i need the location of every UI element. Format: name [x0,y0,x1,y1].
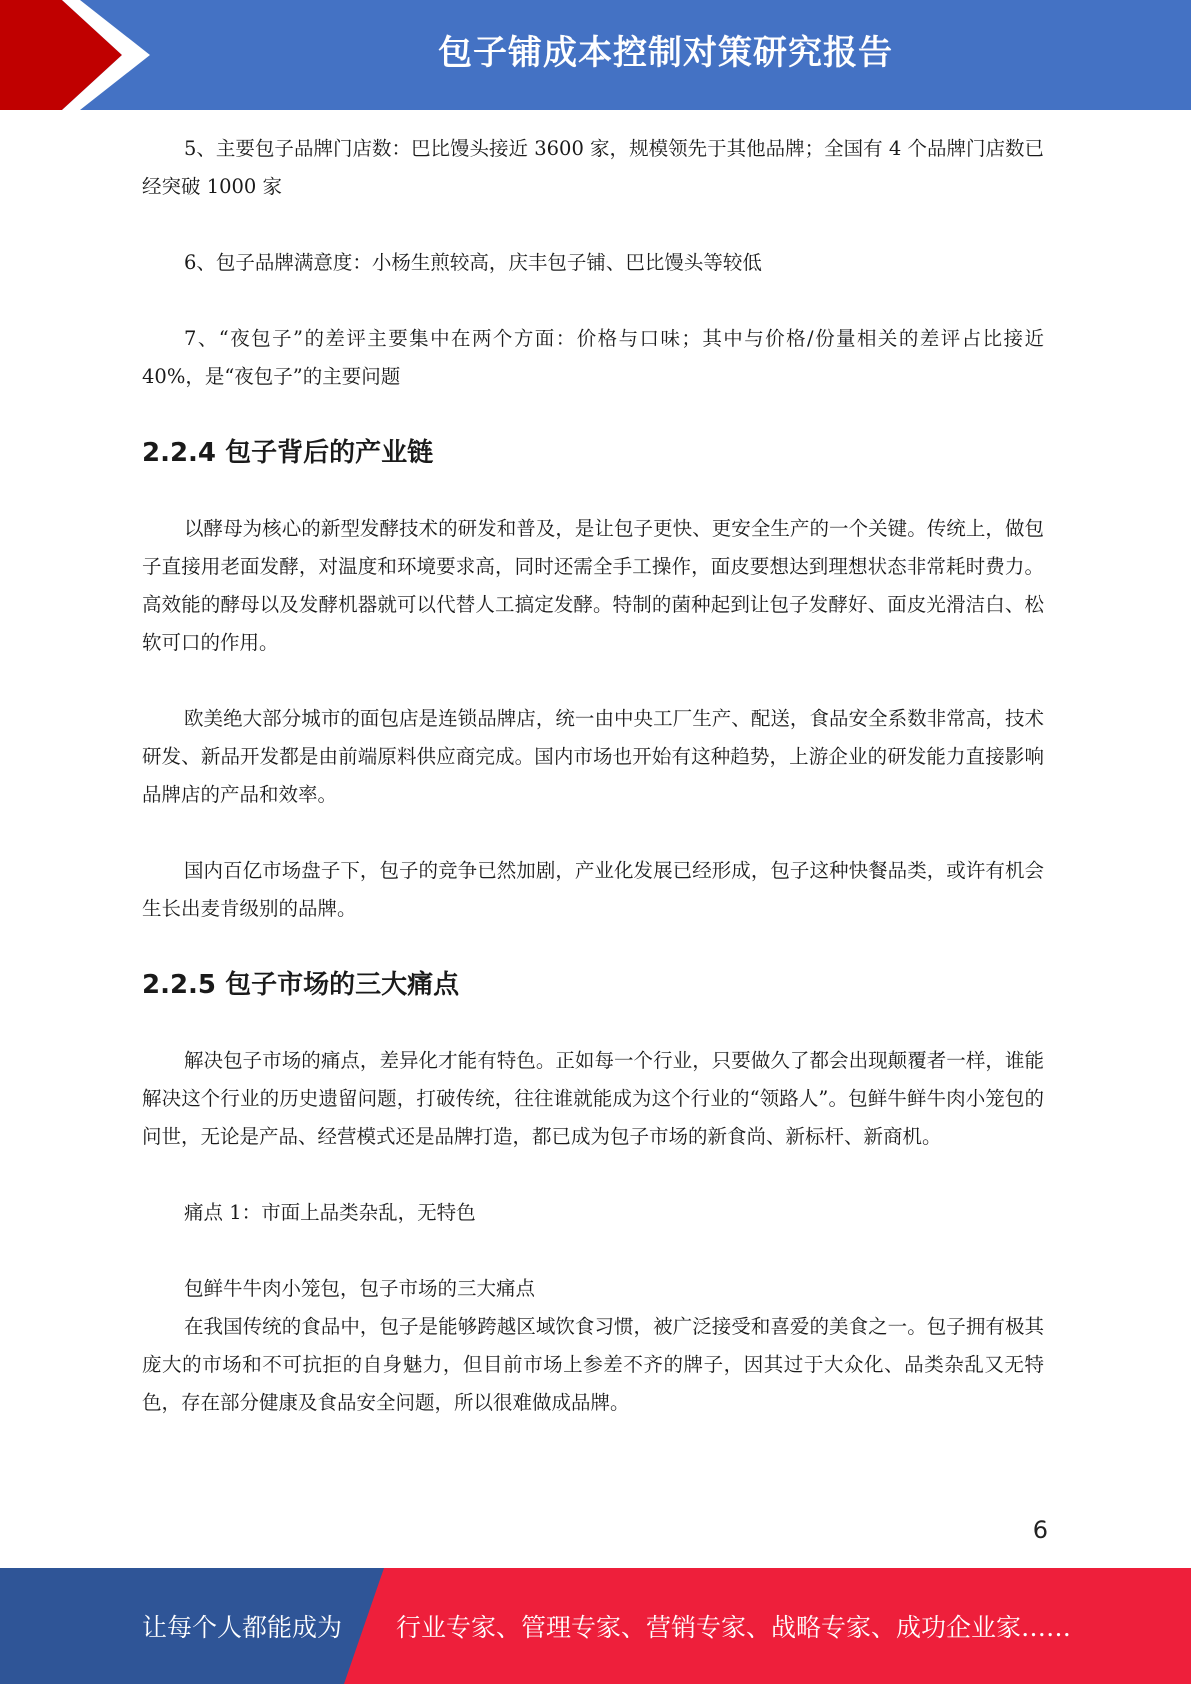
block-spacer [142,1004,1044,1042]
body-paragraph: 解决包子市场的痛点，差异化才能有特色。正如每一个行业，只要做久了都会出现颠覆者一样，谁能解决这个行业的历史遗留问题，打破传统，往往谁就能成为这个行业的“领路人”。包鲜牛鲜牛肉小笼包的问世，无论是产品、经营模式还是品牌打造，都已成为包子市场的新食尚、新标杆、新商机。 [142,1049,1044,1148]
block-spacer [142,662,1044,700]
page-header [0,0,1191,110]
body-paragraph: 以酵母为核心的新型发酵技术的研发和普及，是让包子更快、更安全生产的一个关键。传统上，做包子直接用老面发酵，对温度和环境要求高，同时还需全手工操作，面皮要想达到理想状态非常耗时费力。高效能的酵母以及发酵机器就可以代替人工搞定发酵。特制的菌种起到让包子发酵好、面皮光滑洁白、松软可口的作用。 [142,517,1044,654]
block-spacer [142,1156,1044,1194]
header-red-chevron [0,0,122,110]
section-heading: 2.2.4 包子背后的产业链 [142,438,434,468]
block-spacer [142,396,1044,434]
footer-slogan-right: 行业专家、管理专家、营销专家、战略专家、成功企业家…… [396,1613,1072,1642]
section-heading: 2.2.5 包子市场的三大痛点 [142,970,460,1000]
body-paragraph: 6、包子品牌满意度：小杨生煎较高，庆丰包子铺、巴比馒头等较低 [184,251,762,274]
block-spacer [142,282,1044,320]
body-paragraph: 国内百亿市场盘子下，包子的竞争已然加剧，产业化发展已经形成，包子这种快餐品类，或许有机会生长出麦肯级别的品牌。 [142,859,1044,920]
report-body [142,130,1044,1422]
body-paragraph: 欧美绝大部分城市的面包店是连锁品牌店，统一由中央工厂生产、配送，食品安全系数非常高，技术研发、新品开发都是由前端原料供应商完成。国内市场也开始有这种趋势，上游企业的研发能力直接影响品牌店的产品和效率。 [142,707,1044,806]
block-spacer [142,472,1044,510]
body-paragraph: 7、“夜包子”的差评主要集中在两个方面：价格与口味；其中与价格/份量相关的差评占比接近 40%，是“夜包子”的主要问题 [142,327,1044,388]
block-spacer [142,814,1044,852]
body-paragraph: 5、主要包子品牌门店数：巴比馒头接近 3600 家，规模领先于其他品牌；全国有 4 个品牌门店数已经突破 1000 家 [142,137,1044,198]
block-spacer [142,1232,1044,1270]
page-number: 6 [1032,1516,1048,1544]
body-paragraph: 痛点 1：市面上品类杂乱，无特色 [184,1201,476,1224]
body-paragraph: 在我国传统的食品中，包子是能够跨越区域饮食习惯，被广泛接受和喜爱的美食之一。包子拥有极其庞大的市场和不可抗拒的自身魅力，但目前市场上参差不齐的牌子，因其过于大众化、品类杂乱又无特色，存在部分健康及食品安全问题，所以很难做成品牌。 [142,1315,1044,1414]
block-spacer [142,206,1044,244]
block-spacer [142,928,1044,966]
footer-slogan-left: 让每个人都能成为 [142,1613,343,1642]
document-title: 包子铺成本控制对策研究报告 [438,33,893,73]
body-paragraph: 包鲜牛牛肉小笼包，包子市场的三大痛点 [184,1277,536,1300]
page-footer [0,1568,1191,1684]
